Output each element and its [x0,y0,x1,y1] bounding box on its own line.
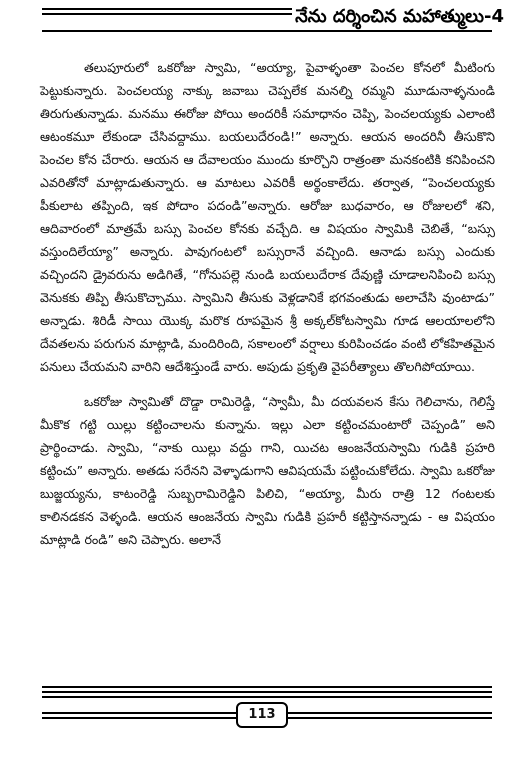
footer-rule-2 [42,691,492,693]
footer-rule-1 [42,686,492,688]
header-rule-bottom [42,30,492,32]
paragraph-2: ఒకరోజు స్వామితో దొడ్డా రామిరెడ్డి, “స్వామీ, మీ దయవలన కేసు గెలిచాను, గెలిస్తే మీకొక గట్టి యిల్లు కట్టించాలను కున్నాను. ఇల్లు ఎలా కట్టించమంటారో చెప్పండి” అని ప్రార్థించాడు. స్వామి, “నాకు యిల్లు వద్దు గాని, యిచట ఆంజనేయస్వామి గుడికి ప్రహరి కట్టించు” అన్నారు. అతడు సరేనని వెళ్ళాడుగాని ఆవిషయమే పట్టించుకోలేదు. స్వామి ఒకరోజు బుజ్జయ్యను, కాటంరెడ్డి సుబ్బరామిరెడ్డిని పిలిచి, “అయ్యా, మీరు రాత్రి 12 గంటలకు కాలినడకన వెళ్ళండి. ఆయన ఆంజనేయ స్వామి గుడికి ప్రహరీ కట్టిస్తానన్నాడు - ఆ విషయం మాట్లాడి రండి” అని చెప్పారు. అలానే [40,394,495,547]
body-text [40,56,495,551]
page-footer [0,686,520,746]
paragraph-1: తలుపూరులో ఒకరోజు స్వామి, “అయ్యా, పైవాళ్ళంతా పెంచల కోనలో మీటింగు పెట్టుకున్నారు. పెంచలయ్య నాక్కు జవాబు చెప్పలేక మనల్ని రమ్మని మూడునాళ్ళనుండి తిరుగుతున్నాడు. మనము ఈరోజు పోయి అందరికీ సమాధానం చెప్పి, పెంచలయ్యకు ఎలాంటి ఆటంకమూ లేకుండా చేసివద్దాము. బయలుదేరండి!” అన్నారు. ఆయన అందరినీ తీసుకొని పెంచల కోన చేరారు. ఆయన ఆ దేవాలయం ముందు కూర్చొని రాత్రంతా మనకంటికి కనిపించని ఎవరితోనో మాట్లాడుతున్నారు. ఆ మాటలు ఎవరికీ అర్థంకాలేదు. తర్వాత, “పెంచలయ్యకు పీకులాట తప్పింది, ఇక పోదాం పదండి”అన్నారు. ఆరోజు బుధవారం, ఆ రోజులలో శని, ఆదివారంలో మాత్రమే బస్సు పెంచల కోనకు వచ్చేది. ఆ విషయం స్వామికి చెబితే, “బస్సు వస్తుందిలేయ్యా” అన్నారు. పావుగంటలో బస్సురానే వచ్చింది. ఆనాడు బస్సు ఎందుకు వచ్చిందని డ్రైవరును అడిగితే, “గోనుపల్లె నుండి బయలుదేరాక దేవుణ్ణి చూడాలనిపించి బస్సు వెనుకకు తిప్పి తీసుకొచ్చాము. స్వామిని తీసుకు వెళ్లడానికే భగవంతుడు అలాచేసి వుంటాడు” అన్నాడు. శిరిడీ సాయి యొక్క మరొక రూపమైన శ్రీ అక్కల్‌కోటస్వామి గూడ ఆలయాలలోని దేవతలను పరుగున మాట్లాడి, మందిరింది, సకాలంలో వర్షాలు కురిపించడం వంటి లోకహితమైన పనులు చేయమని వారిని ఆదేశిస్తుండే వారు. అపుడు ప్రకృతి వైపరీత్యాలు తొలగిపోయాయి. [40,60,495,374]
header-rule-middle [42,13,292,15]
running-title: నేను దర్శించిన మహాత్ములు-4 [295,6,504,27]
page-number: 113 [236,702,288,728]
footer-rule-3 [42,696,492,698]
page-header [0,0,520,34]
header-rule-upper [42,8,292,10]
